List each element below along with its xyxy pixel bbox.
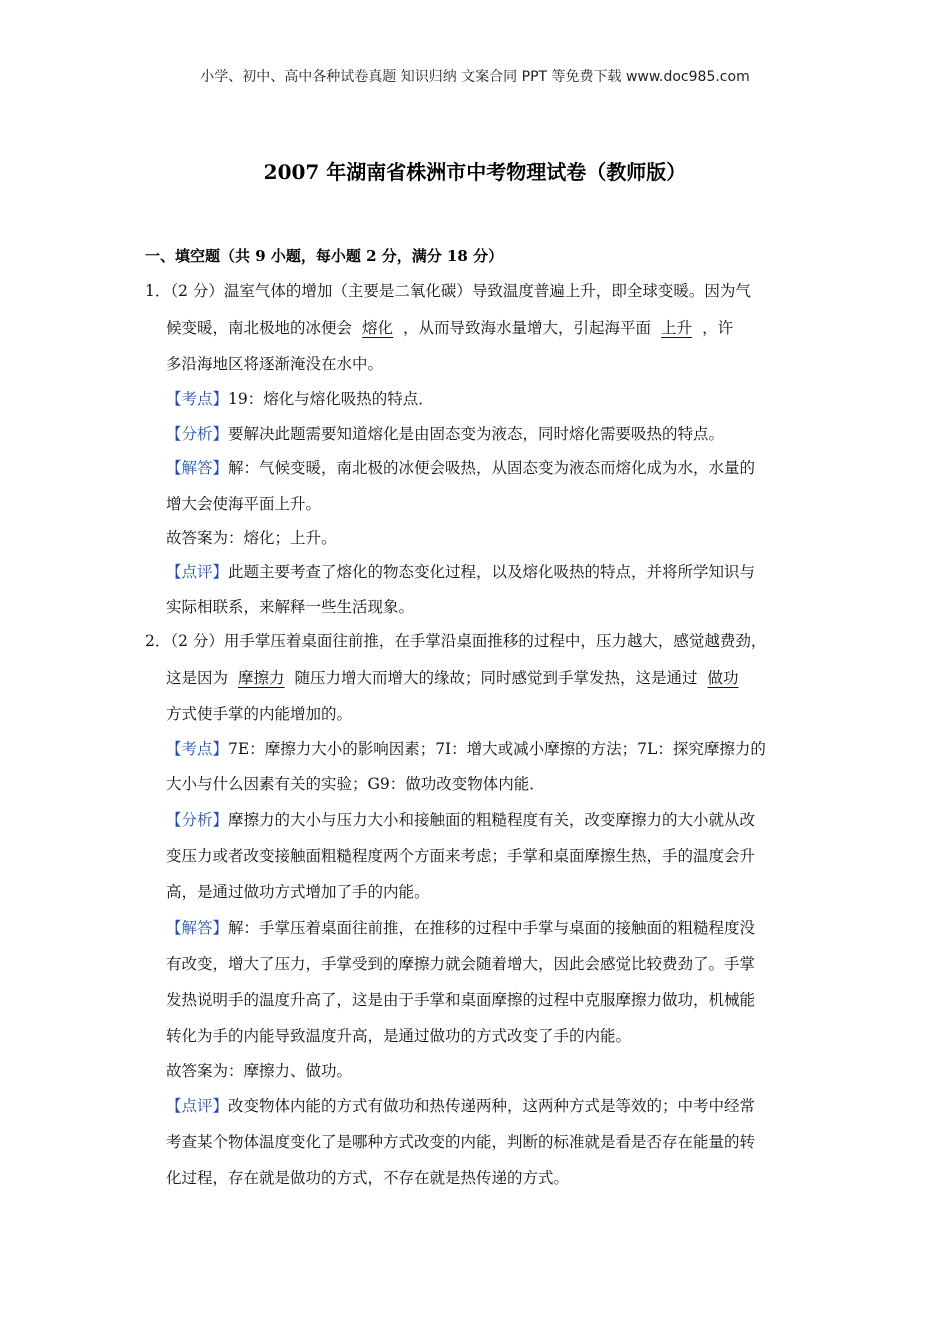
dianping-cont: 化过程，存在就是做功的方式，不存在就是热传递的方式。 xyxy=(166,1169,570,1187)
dianping-tag: 【点评】 xyxy=(166,1097,229,1115)
page-title: 2007 年湖南省株洲市中考物理试卷（教师版） xyxy=(263,160,687,184)
answer-line: 故答案为：摩擦力、做功。 xyxy=(166,1062,353,1080)
question-number: 2． xyxy=(145,632,171,650)
site-banner: 小学、初中、高中各种试卷真题 知识归纳 文案合同 PPT 等免费下载 www.doc985.com xyxy=(200,69,750,85)
question-1-line-3: 多沿海地区将逐渐淹没在水中。 xyxy=(166,355,384,373)
jieda-cont: 有改变，增大了压力，手掌受到的摩擦力就会随着增大，因此会感觉比较费劲了。手掌 xyxy=(166,955,756,973)
dianping: 【点评】改变物体内能的方式有做功和热传递两种，这两种方式是等效的；中考中经常 xyxy=(166,1097,756,1115)
answer-line: 故答案为：熔化；上升。 xyxy=(166,529,337,547)
kaodian: 【考点】7E：摩擦力大小的影响因素；7I：增大或减小摩擦的方法；7L：探究摩擦力的 xyxy=(166,740,766,758)
question-1-line-2: 候变暖，南北极地的冰便会 熔化 ，从而导致海水量增大，引起海平面 上升 ，许 xyxy=(166,319,734,337)
fenxi-tag: 【分析】 xyxy=(166,425,229,443)
jieda: 【解答】解：手掌压着桌面往前推，在推移的过程中手掌与桌面的接触面的粗糙程度没 xyxy=(166,919,756,937)
answer-blank: 上升 xyxy=(661,319,693,337)
section-heading: 一、填空题（共 9 小题，每小题 2 分，满分 18 分） xyxy=(145,247,504,265)
dianping: 【点评】此题主要考查了熔化的物态变化过程，以及熔化吸热的特点，并将所学知识与 xyxy=(166,563,756,581)
question-1-line-1: 1．（2 分）温室气体的增加（主要是二氧化碳）导致温度普遍上升，即全球变暖。因为气 xyxy=(145,282,751,300)
jieda-tag: 【解答】 xyxy=(166,919,229,937)
answer-blank: 摩擦力 xyxy=(238,669,285,687)
answer-blank: 熔化 xyxy=(362,319,394,337)
dianping-cont: 实际相联系，来解释一些生活现象。 xyxy=(166,598,415,616)
dianping-tag: 【点评】 xyxy=(166,563,229,581)
kaodian: 【考点】19：熔化与熔化吸热的特点． xyxy=(166,390,434,408)
question-2-line-1: 2．（2 分）用手掌压着桌面往前推，在手掌沿桌面推移的过程中，压力越大，感觉越费劲， xyxy=(145,632,767,650)
jieda-cont: 发热说明手的温度升高了，这是由于手掌和桌面摩擦的过程中克服摩擦力做功，机械能 xyxy=(166,991,756,1009)
jieda-cont: 转化为手的内能导致温度升高，是通过做功的方式改变了手的内能。 xyxy=(166,1027,632,1045)
fenxi-cont: 变压力或者改变接触面粗糙程度两个方面来考虑；手掌和桌面摩擦生热，手的温度会升 xyxy=(166,847,756,865)
fenxi: 【分析】摩擦力的大小与压力大小和接触面的粗糙程度有关，改变摩擦力的大小就从改 xyxy=(166,811,756,829)
answer-blank: 做功 xyxy=(707,669,739,687)
jieda: 【解答】解：气候变暖，南北极的冰便会吸热，从固态变为液态而熔化成为水，水量的 xyxy=(166,459,756,477)
kaodian-tag: 【考点】 xyxy=(166,390,229,408)
question-number: 1． xyxy=(145,282,171,300)
dianping-cont: 考查某个物体温度变化了是哪种方式改变的内能，判断的标准就是看是否存在能量的转 xyxy=(166,1133,756,1151)
fenxi-tag: 【分析】 xyxy=(166,811,229,829)
jieda-cont: 增大会使海平面上升。 xyxy=(166,495,322,513)
jieda-tag: 【解答】 xyxy=(166,459,229,477)
fenxi-cont: 高，是通过做功方式增加了手的内能。 xyxy=(166,883,430,901)
fenxi: 【分析】要解决此题需要知道熔化是由固态变为液态，同时熔化需要吸热的特点。 xyxy=(166,425,725,443)
question-2-line-2: 这是因为 摩擦力 随压力增大而增大的缘故；同时感觉到手掌发热，这是通过 做功 xyxy=(166,668,749,688)
kaodian-cont: 大小与什么因素有关的实验；G9：做功改变物体内能． xyxy=(166,775,545,793)
kaodian-tag: 【考点】 xyxy=(166,740,229,758)
question-2-line-3: 方式使手掌的内能增加的。 xyxy=(166,705,353,723)
